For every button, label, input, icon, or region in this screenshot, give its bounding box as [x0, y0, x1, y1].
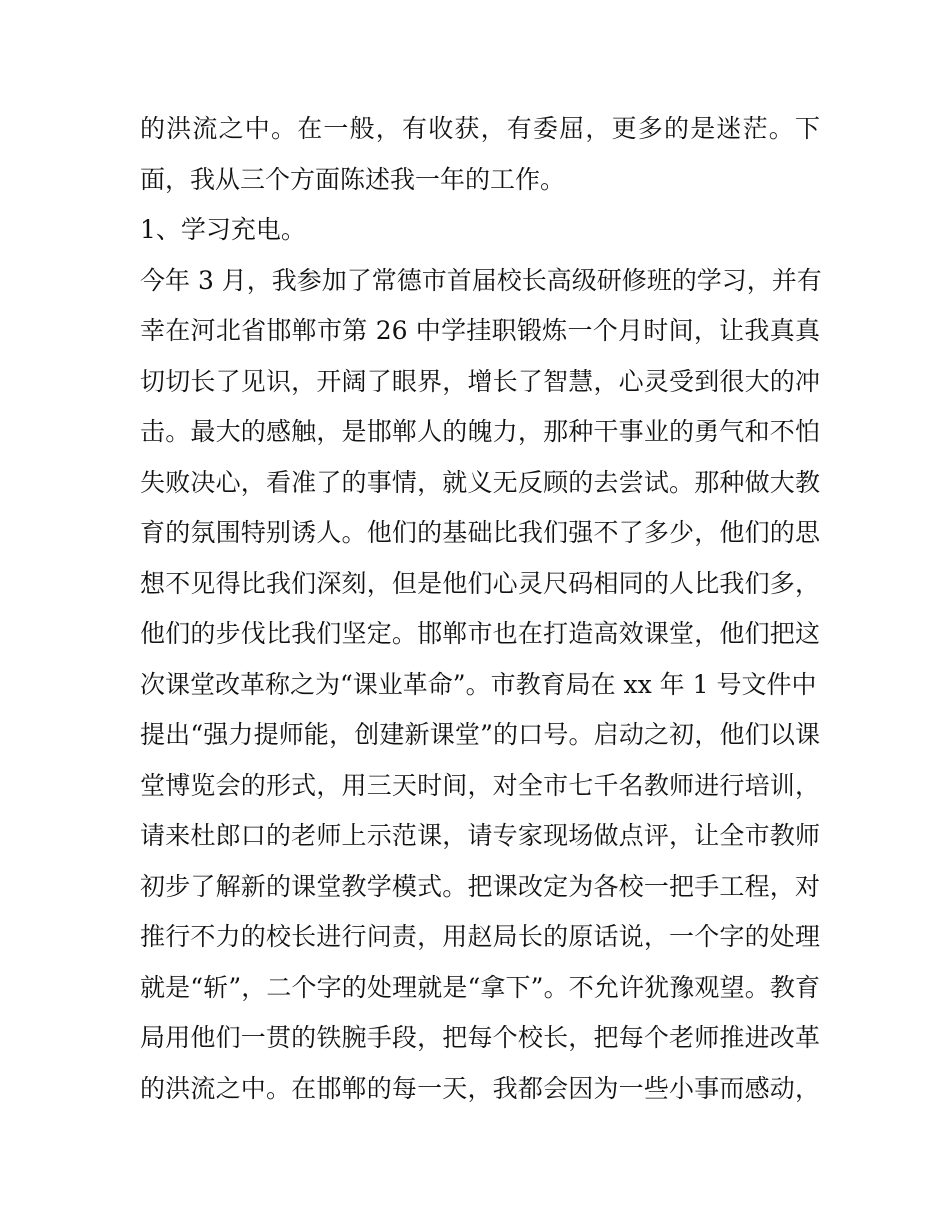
text-line: 的洪流之中。在邯郸的每一天，我都会因为一些小事而感动，: [140, 1073, 820, 1103]
text-line: 提出“强力提师能，创建新课堂”的口号。启动之初，他们以课: [140, 720, 820, 749]
text-line: 育的氛围特别诱人。他们的基础比我们强不了多少，他们的思: [140, 518, 820, 547]
text-line: 今年 3 月，我参加了常德市首届校长高级研修班的学习，并有: [140, 265, 822, 295]
text-line: 想不见得比我们深刻，但是他们心灵尺码相同的人比我们多，: [140, 568, 820, 598]
text-line: 失败决心，看准了的事情，就义无反顾的去尝试。那种做大教: [140, 467, 820, 497]
text-line: 请来杜郎口的老师上示范课，请专家现场做点评，让全市教师: [140, 821, 820, 850]
section-heading: 1、学习充电。: [140, 215, 306, 244]
text-line: 面，我从三个方面陈述我一年的工作。: [140, 164, 566, 194]
text-line: 次课堂改革称之为“课业革命”。市教育局在 xx 年 1 号文件中: [140, 669, 817, 699]
text-line: 击。最大的感触，是邯郸人的魄力，那种干事业的勇气和不怕: [140, 417, 820, 446]
text-line: 就是“斩”，二个字的处理就是“拿下”。不允许犹豫观望。教育: [140, 972, 820, 1002]
text-line: 推行不力的校长进行问责，用赵局长的原话说，一个字的处理: [140, 922, 820, 951]
text-line: 他们的步伐比我们坚定。邯郸市也在打造高效课堂，他们把这: [140, 619, 820, 648]
text-line: 切切长了见识，开阔了眼界，增长了智慧，心灵受到很大的冲: [140, 366, 820, 396]
text-line: 局用他们一贯的铁腕手段，把每个校长，把每个老师推进改革: [140, 1023, 820, 1052]
text-line: 幸在河北省邯郸市第 26 中学挂职锻炼一个月时间，让我真真: [140, 316, 820, 345]
text-line: 堂博览会的形式，用三天时间，对全市七千名教师进行培训，: [140, 770, 820, 800]
body-text: [140, 104, 820, 1114]
text-line: 的洪流之中。在一般，有收获，有委屈，更多的是迷茫。下: [140, 114, 820, 143]
text-line: 初步了解新的课堂教学模式。把课改定为各校一把手工程，对: [140, 871, 820, 901]
